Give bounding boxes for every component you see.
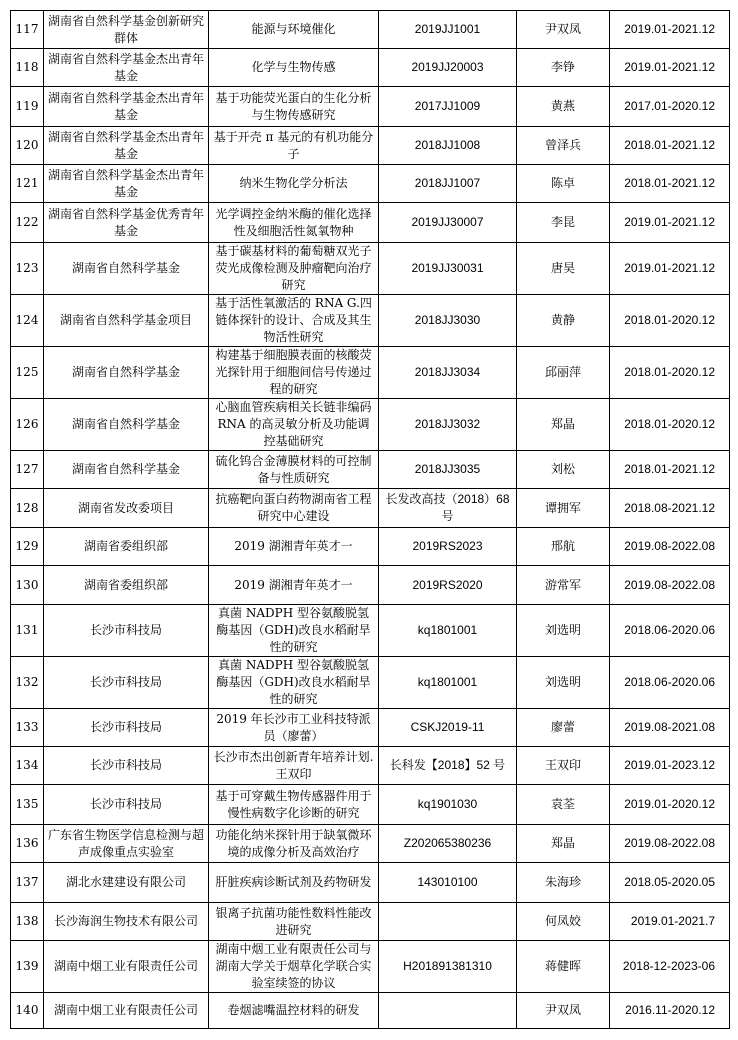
funding-source: 湖南省自然科学基金杰出青年基金 (44, 87, 209, 127)
table-row (11, 863, 730, 903)
project-code: 2019JJ30031 (379, 243, 517, 295)
project-period: 2019.01-2021.12 (610, 203, 730, 243)
row-number: 135 (11, 785, 44, 825)
table-body (11, 11, 730, 1029)
funding-source: 长沙海润生物技术有限公司 (44, 903, 209, 941)
row-number: 123 (11, 243, 44, 295)
project-title: 化学与生物传感 (209, 49, 379, 87)
project-title: 功能化纳米探针用于缺氧微环境的成像分析及高效治疗 (209, 825, 379, 863)
funding-source: 湖南省自然科学基金 (44, 243, 209, 295)
row-number: 137 (11, 863, 44, 903)
project-leader: 游常军 (517, 566, 610, 605)
project-period: 2019.01-2021.12 (610, 243, 730, 295)
project-leader: 曾泽兵 (517, 127, 610, 165)
project-title: 卷烟滤嘴温控材料的研发 (209, 993, 379, 1029)
funding-source: 湖南省委组织部 (44, 566, 209, 605)
row-number: 130 (11, 566, 44, 605)
table-row (11, 825, 730, 863)
funding-source: 湖南省发改委项目 (44, 489, 209, 528)
table-row (11, 941, 730, 993)
funding-source: 湖南省委组织部 (44, 528, 209, 566)
row-number: 131 (11, 605, 44, 657)
funding-source: 湖南省自然科学基金杰出青年基金 (44, 127, 209, 165)
project-leader: 刘选明 (517, 657, 610, 709)
project-period: 2019.01-2021.12 (610, 49, 730, 87)
project-leader: 廖蕾 (517, 709, 610, 747)
project-title: 湖南中烟工业有限责任公司与湖南大学关于烟草化学联合实验室续签的协议 (209, 941, 379, 993)
table-row (11, 709, 730, 747)
funding-source: 广东省生物医学信息检测与超声成像重点实验室 (44, 825, 209, 863)
table-row (11, 747, 730, 785)
project-period: 2018.06-2020.06 (610, 657, 730, 709)
project-period: 2019.01-2021.7 (610, 903, 730, 941)
project-period: 2019.08-2022.08 (610, 566, 730, 605)
project-title: 抗癌靶向蛋白药物湖南省工程研究中心建设 (209, 489, 379, 528)
project-code (379, 903, 517, 941)
project-code: kq1901030 (379, 785, 517, 825)
project-period: 2019.08-2022.08 (610, 528, 730, 566)
project-code: 2018JJ1007 (379, 165, 517, 203)
project-leader: 李昆 (517, 203, 610, 243)
funding-source: 湖北水建建设有限公司 (44, 863, 209, 903)
project-title: 纳米生物化学分析法 (209, 165, 379, 203)
project-title: 心脑血管疾病相关长链非编码 RNA 的高灵敏分析及功能调控基础研究 (209, 399, 379, 451)
funding-source: 湖南省自然科学基金 (44, 399, 209, 451)
project-title: 能源与环境催化 (209, 11, 379, 49)
project-code: Z202065380236 (379, 825, 517, 863)
project-leader: 黄燕 (517, 87, 610, 127)
project-title: 光学调控金纳米酶的催化选择性及细胞活性氮氧物种 (209, 203, 379, 243)
project-period: 2017.01-2020.12 (610, 87, 730, 127)
project-leader: 尹双凤 (517, 993, 610, 1029)
table-row (11, 657, 730, 709)
table-row (11, 165, 730, 203)
project-code: 2018JJ1008 (379, 127, 517, 165)
project-period: 2019.01-2020.12 (610, 785, 730, 825)
row-number: 127 (11, 451, 44, 489)
project-title: 基于碳基材料的葡萄糖双光子荧光成像检测及肿瘤靶向治疗研究 (209, 243, 379, 295)
project-code: 2019RS2020 (379, 566, 517, 605)
table-row (11, 11, 730, 49)
project-code: 2019RS2023 (379, 528, 517, 566)
project-code: kq1801001 (379, 605, 517, 657)
table-row (11, 399, 730, 451)
project-code: 2017JJ1009 (379, 87, 517, 127)
table-row (11, 49, 730, 87)
project-code: 2019JJ30007 (379, 203, 517, 243)
funding-source: 长沙市科技局 (44, 785, 209, 825)
project-leader: 尹双凤 (517, 11, 610, 49)
project-code: H201891381310 (379, 941, 517, 993)
row-number: 126 (11, 399, 44, 451)
row-number: 138 (11, 903, 44, 941)
project-leader: 刘松 (517, 451, 610, 489)
row-number: 140 (11, 993, 44, 1029)
row-number: 121 (11, 165, 44, 203)
table-row (11, 528, 730, 566)
project-leader: 王双印 (517, 747, 610, 785)
row-number: 124 (11, 295, 44, 347)
project-title: 长沙市杰出创新青年培养计划.王双印 (209, 747, 379, 785)
project-code: 长科发【2018】52 号 (379, 747, 517, 785)
project-code: 长发改高技（2018）68 号 (379, 489, 517, 528)
table-row (11, 451, 730, 489)
project-leader: 何凤姣 (517, 903, 610, 941)
project-title: 硫化钨合金薄膜材料的可控制备与性质研究 (209, 451, 379, 489)
project-code: 143010100 (379, 863, 517, 903)
project-code: 2019JJ20003 (379, 49, 517, 87)
project-code: 2018JJ3030 (379, 295, 517, 347)
project-leader: 唐昊 (517, 243, 610, 295)
row-number: 122 (11, 203, 44, 243)
project-leader: 邢航 (517, 528, 610, 566)
project-leader: 袁荃 (517, 785, 610, 825)
project-code: kq1801001 (379, 657, 517, 709)
table-row (11, 203, 730, 243)
funding-source: 湖南省自然科学基金 (44, 347, 209, 399)
project-period: 2019.08-2021.08 (610, 709, 730, 747)
project-code: 2018JJ3032 (379, 399, 517, 451)
table-row (11, 993, 730, 1029)
project-code: 2019JJ1001 (379, 11, 517, 49)
project-table (10, 10, 730, 1029)
funding-source: 长沙市科技局 (44, 657, 209, 709)
funding-source: 湖南省自然科学基金杰出青年基金 (44, 165, 209, 203)
project-period: 2018.06-2020.06 (610, 605, 730, 657)
project-period: 2019.01-2023.12 (610, 747, 730, 785)
project-period: 2018.01-2021.12 (610, 165, 730, 203)
funding-source: 湖南省自然科学基金创新研究群体 (44, 11, 209, 49)
row-number: 119 (11, 87, 44, 127)
funding-source: 长沙市科技局 (44, 709, 209, 747)
table-row (11, 347, 730, 399)
project-leader: 邱丽萍 (517, 347, 610, 399)
project-title: 构建基于细胞膜表面的核酸荧光探针用于细胞间信号传递过程的研究 (209, 347, 379, 399)
project-table-container (10, 10, 730, 1029)
row-number: 129 (11, 528, 44, 566)
project-code: CSKJ2019-11 (379, 709, 517, 747)
project-title: 银离子抗菌功能性数料性能改进研究 (209, 903, 379, 941)
table-row (11, 903, 730, 941)
project-leader: 郑晶 (517, 825, 610, 863)
table-row (11, 87, 730, 127)
project-code: 2018JJ3035 (379, 451, 517, 489)
project-period: 2018.01-2020.12 (610, 399, 730, 451)
funding-source: 湖南中烟工业有限责任公司 (44, 993, 209, 1029)
project-period: 2018.05-2020.05 (610, 863, 730, 903)
row-number: 117 (11, 11, 44, 49)
project-period: 2018.01-2021.12 (610, 127, 730, 165)
table-row (11, 243, 730, 295)
project-period: 2019.01-2021.12 (610, 11, 730, 49)
project-leader: 陈卓 (517, 165, 610, 203)
project-code (379, 993, 517, 1029)
project-title: 肝脏疾病诊断试剂及药物研发 (209, 863, 379, 903)
project-title: 真菌 NADPH 型谷氨酸脱氢酶基因（GDH)改良水稻耐旱性的研究 (209, 657, 379, 709)
project-title: 基于开壳 π 基元的有机功能分子 (209, 127, 379, 165)
project-period: 2018.01-2020.12 (610, 347, 730, 399)
project-leader: 谭拥军 (517, 489, 610, 528)
project-leader: 蒋健晖 (517, 941, 610, 993)
project-title: 2019 年长沙市工业科技特派员（廖蕾） (209, 709, 379, 747)
row-number: 136 (11, 825, 44, 863)
funding-source: 湖南省自然科学基金优秀青年基金 (44, 203, 209, 243)
table-row (11, 785, 730, 825)
row-number: 118 (11, 49, 44, 87)
table-row (11, 489, 730, 528)
project-title: 2019 湖湘青年英才一 (209, 528, 379, 566)
row-number: 139 (11, 941, 44, 993)
table-row (11, 295, 730, 347)
funding-source: 湖南省自然科学基金 (44, 451, 209, 489)
project-leader: 朱海珍 (517, 863, 610, 903)
table-row (11, 566, 730, 605)
project-period: 2018.08-2021.12 (610, 489, 730, 528)
project-leader: 郑晶 (517, 399, 610, 451)
project-title: 2019 湖湘青年英才一 (209, 566, 379, 605)
project-leader: 刘选明 (517, 605, 610, 657)
funding-source: 湖南省自然科学基金杰出青年基金 (44, 49, 209, 87)
project-code: 2018JJ3034 (379, 347, 517, 399)
row-number: 120 (11, 127, 44, 165)
row-number: 134 (11, 747, 44, 785)
project-period: 2019.08-2022.08 (610, 825, 730, 863)
project-title: 基于可穿戴生物传感器件用于慢性病数字化诊断的研究 (209, 785, 379, 825)
row-number: 133 (11, 709, 44, 747)
funding-source: 湖南省自然科学基金项目 (44, 295, 209, 347)
row-number: 128 (11, 489, 44, 528)
project-title: 基于功能荧光蛋白的生化分析与生物传感研究 (209, 87, 379, 127)
project-title: 基于活性氧激活的 RNA G.四链体探针的设计、合成及其生物活性研究 (209, 295, 379, 347)
funding-source: 长沙市科技局 (44, 747, 209, 785)
table-row (11, 127, 730, 165)
funding-source: 湖南中烟工业有限责任公司 (44, 941, 209, 993)
project-period: 2018.01-2020.12 (610, 295, 730, 347)
project-title: 真菌 NADPH 型谷氨酸脱氢酶基因（GDH)改良水稻耐旱性的研究 (209, 605, 379, 657)
project-leader: 李铮 (517, 49, 610, 87)
funding-source: 长沙市科技局 (44, 605, 209, 657)
project-period: 2016.11-2020.12 (610, 993, 730, 1029)
project-leader: 黄静 (517, 295, 610, 347)
project-period: 2018-12-2023-06 (610, 941, 730, 993)
table-row (11, 605, 730, 657)
row-number: 125 (11, 347, 44, 399)
row-number: 132 (11, 657, 44, 709)
project-period: 2018.01-2021.12 (610, 451, 730, 489)
